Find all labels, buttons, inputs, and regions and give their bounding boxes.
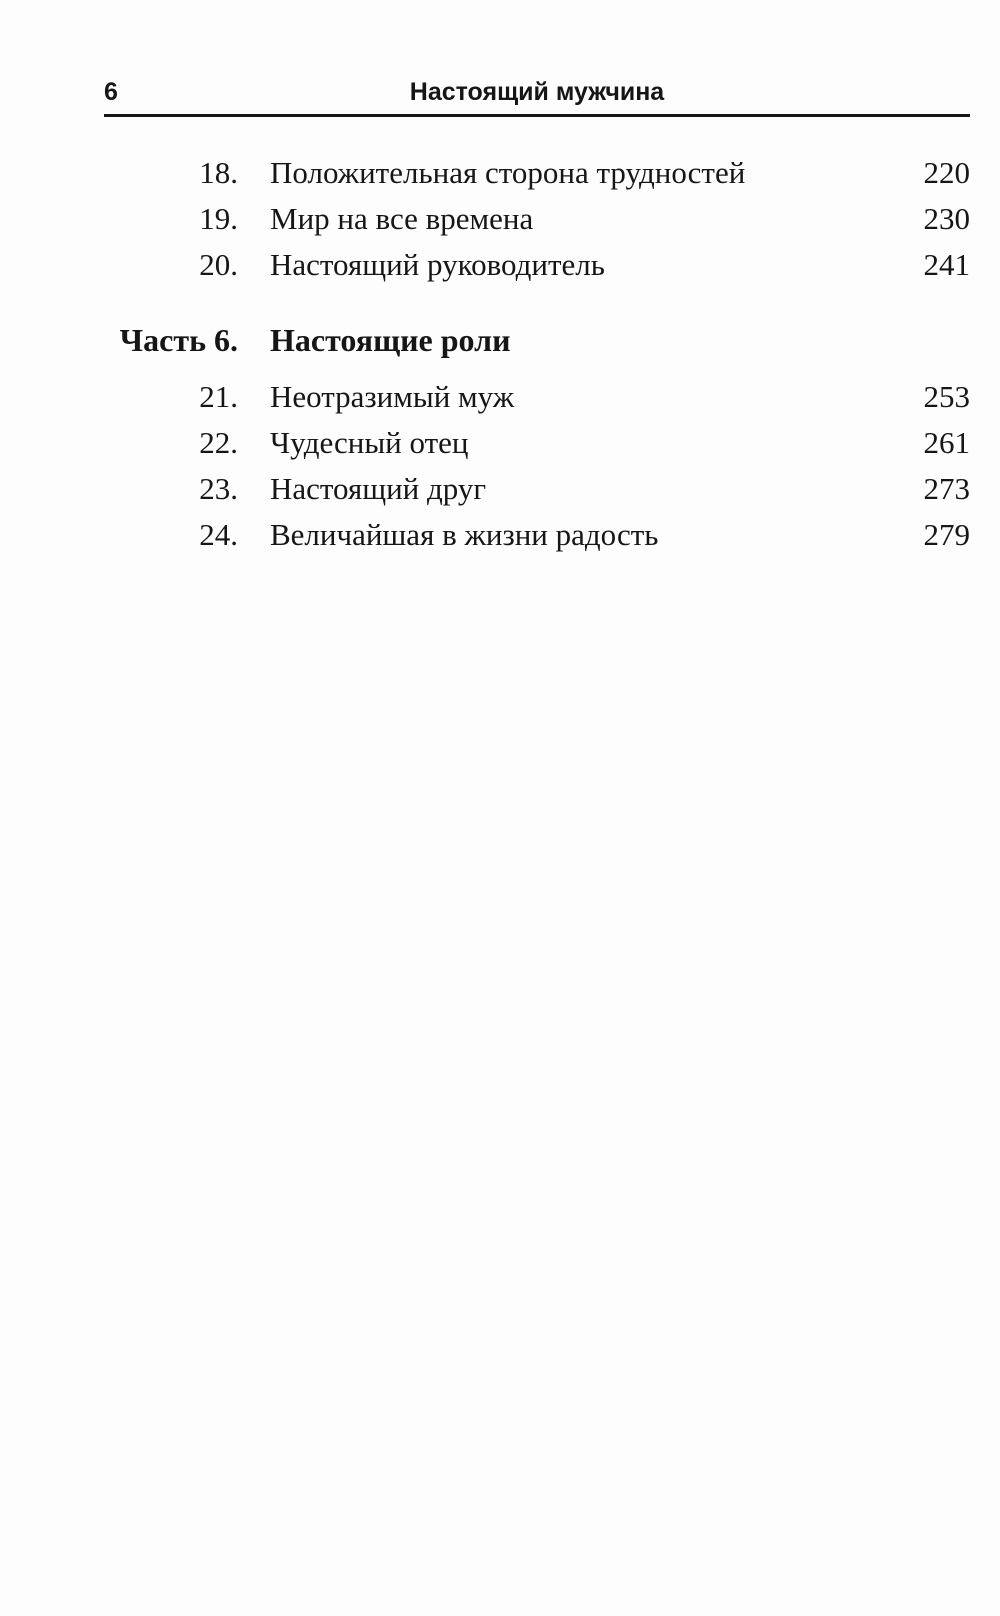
chapter-page: 253: [923, 379, 970, 414]
book-title: Настоящий мужчина: [409, 78, 665, 106]
chapter-number: 23.: [199, 471, 238, 506]
toc-entry-23: [104, 466, 970, 512]
chapter-page: 220: [923, 155, 970, 190]
chapter-title: Положительная сторона трудностей: [270, 155, 746, 190]
chapter-number: 24.: [199, 517, 238, 552]
table-of-contents: [104, 150, 970, 558]
toc-entry-24: [104, 512, 970, 558]
header-rule: [104, 114, 970, 117]
chapter-title: Настоящий руководитель: [270, 247, 605, 282]
chapter-title: Чудесный отец: [270, 425, 469, 460]
toc-entry-18: [104, 150, 970, 196]
chapter-title: Мир на все времена: [270, 201, 534, 236]
chapter-title: Неотразимый муж: [270, 379, 515, 414]
part-number: Часть 6.: [119, 322, 238, 358]
chapter-page: 261: [923, 425, 970, 460]
chapter-number: 21.: [199, 379, 238, 414]
chapter-page: 279: [923, 517, 970, 552]
chapter-page: 273: [923, 471, 970, 506]
chapter-page: 241: [923, 247, 970, 282]
chapter-title: Величайшая в жизни радость: [270, 517, 659, 552]
page-number: 6: [104, 78, 118, 106]
part-title: Настоящие роли: [270, 322, 511, 358]
chapter-number: 18.: [199, 155, 238, 190]
chapter-title: Настоящий друг: [270, 471, 487, 506]
toc-entry-22: [104, 420, 970, 466]
chapter-number: 22.: [199, 425, 238, 460]
chapter-number: 19.: [199, 201, 238, 236]
running-head: [104, 70, 970, 114]
toc-part-heading: [104, 314, 970, 366]
chapter-number: 20.: [199, 247, 238, 282]
toc-entry-20: [104, 242, 970, 288]
toc-entry-19: [104, 196, 970, 242]
toc-entry-21: [104, 374, 970, 420]
chapter-page: 230: [923, 201, 970, 236]
